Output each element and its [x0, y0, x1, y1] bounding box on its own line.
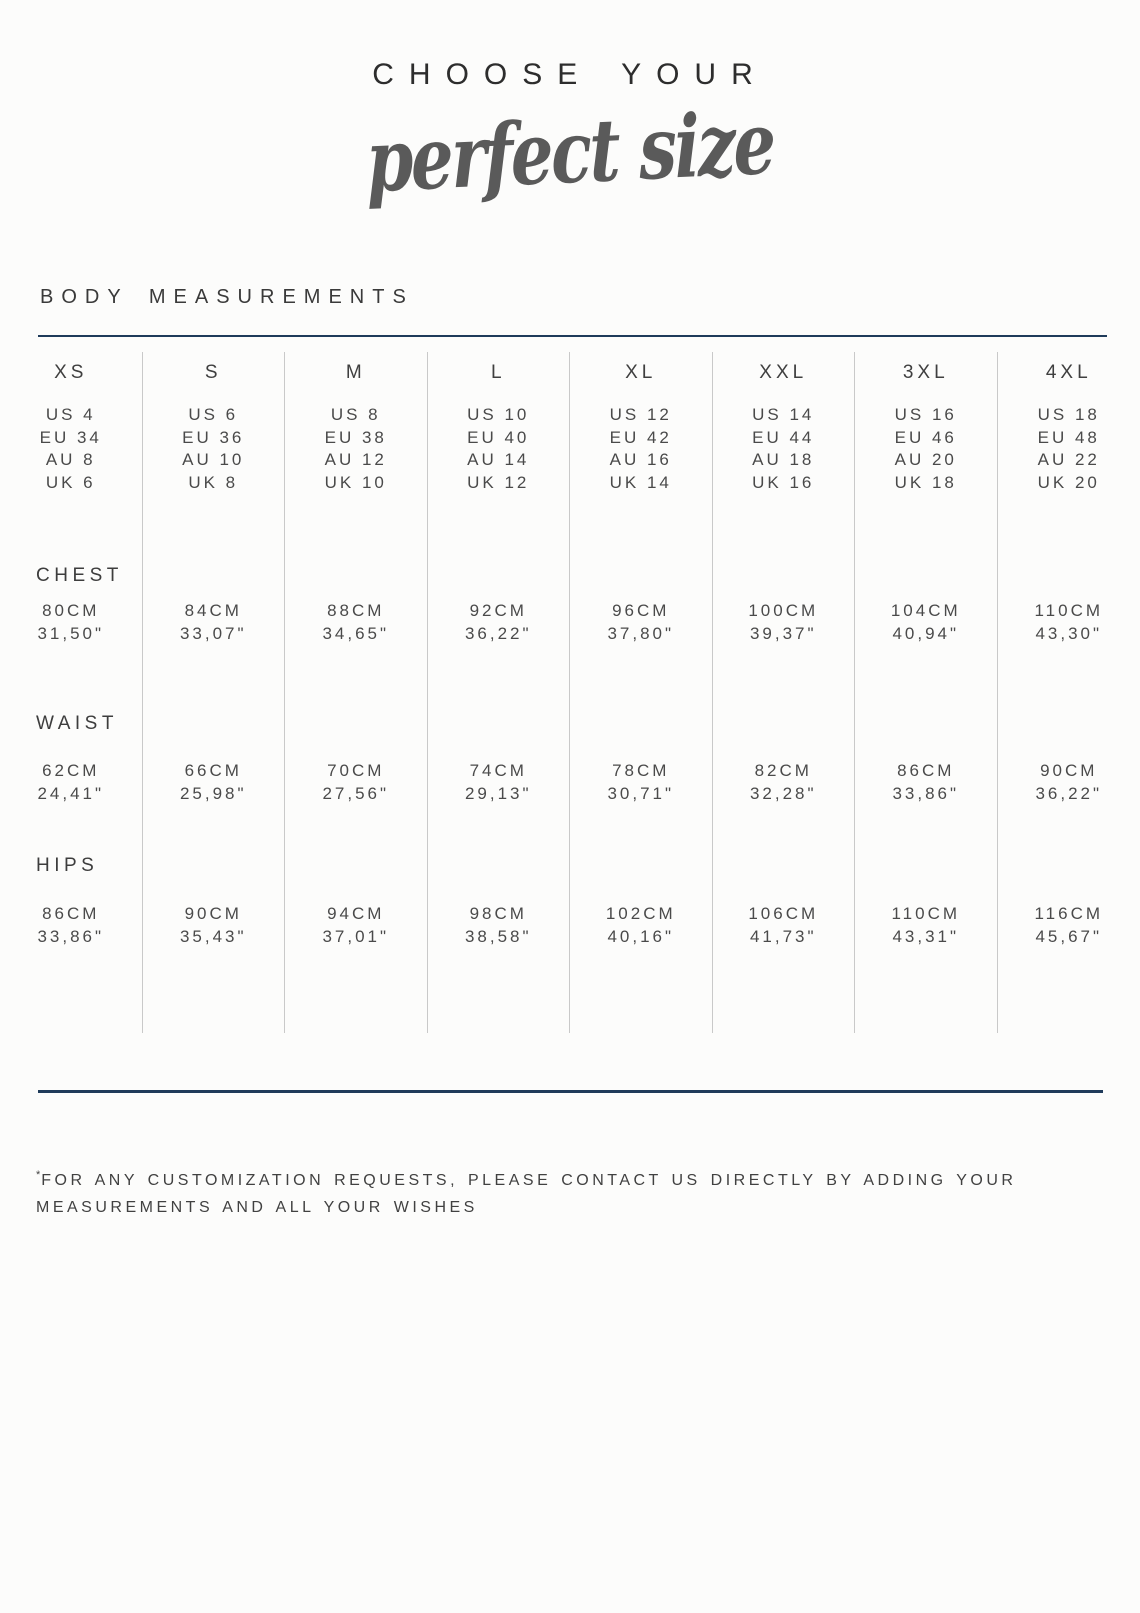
chest-measurement [855, 600, 997, 645]
hips-measurement [855, 903, 997, 948]
waist-inches: 25,98" [179, 783, 247, 803]
waist-inches: 36,22" [1035, 783, 1103, 803]
hips-inches: 40,16" [607, 926, 675, 946]
uk-size: UK 18 [894, 472, 957, 492]
international-sizes [855, 404, 997, 494]
hips-measurement [570, 903, 712, 948]
hips-cm: 102CM [605, 904, 676, 923]
hips-cm: 116CM [1034, 904, 1104, 923]
waist-cm: 82CM [754, 761, 812, 780]
hips-cm: 110CM [891, 904, 961, 923]
us-size: US 10 [467, 405, 530, 424]
size-column [998, 352, 1140, 1033]
size-column [570, 352, 713, 1033]
au-size: AU 10 [182, 450, 245, 469]
waist-measurement [570, 760, 712, 805]
au-size: AU 20 [894, 450, 957, 469]
hips-cm: 94CM [327, 904, 385, 923]
international-sizes [998, 404, 1140, 494]
waist-measurement [428, 760, 570, 805]
hips-inches: 41,73" [749, 926, 817, 946]
hips-inches: 43,31" [892, 926, 960, 946]
eu-size: EU 46 [894, 427, 957, 447]
chest-cm: 88CM [327, 601, 385, 620]
waist-cm: 66CM [184, 761, 242, 780]
eu-size: EU 34 [39, 427, 102, 447]
size-name: XL [625, 362, 657, 383]
footnote-line1: *FOR ANY CUSTOMIZATION REQUESTS, PLEASE CONTACT US DIRECTLY BY ADDING YOUR [36, 1169, 1017, 1189]
bottom-divider-line [38, 1090, 1103, 1093]
chest-inches: 33,07" [179, 623, 247, 643]
waist-inches: 29,13" [464, 783, 532, 803]
size-name: L [490, 362, 506, 383]
hips-cm: 90CM [184, 904, 242, 923]
chest-measurement [285, 600, 427, 645]
us-size: US 14 [752, 405, 815, 424]
eu-size: EU 36 [182, 427, 245, 447]
row-label-chest: CHEST [36, 565, 123, 586]
waist-cm: 78CM [612, 761, 670, 780]
waist-cm: 70CM [327, 761, 385, 780]
chest-measurement [713, 600, 855, 645]
chest-inches: 43,30" [1035, 623, 1103, 643]
hips-measurement [713, 903, 855, 948]
size-column [0, 352, 143, 1033]
chest-measurement [0, 600, 142, 645]
waist-inches: 32,28" [749, 783, 817, 803]
waist-cm: 74CM [469, 761, 527, 780]
waist-measurement [998, 760, 1140, 805]
top-divider-line [38, 335, 1107, 337]
page-title: CHOOSE YOUR [372, 58, 768, 91]
uk-size: UK 14 [609, 472, 672, 492]
chest-cm: 80CM [42, 601, 100, 620]
chest-inches: 39,37" [749, 623, 817, 643]
us-size: US 16 [894, 405, 957, 424]
waist-measurement [285, 760, 427, 805]
hips-cm: 86CM [42, 904, 100, 923]
uk-size: UK 12 [467, 472, 530, 492]
us-size: US 4 [45, 405, 96, 424]
au-size: AU 14 [467, 450, 530, 469]
footnote [36, 1162, 1016, 1221]
asterisk-marker: * [36, 1169, 42, 1181]
au-size: AU 8 [45, 450, 96, 469]
size-column [428, 352, 571, 1033]
hips-inches: 45,67" [1035, 926, 1103, 946]
size-column [143, 352, 286, 1033]
international-sizes [285, 404, 427, 494]
hips-measurement [285, 903, 427, 948]
waist-inches: 24,41" [37, 783, 105, 803]
eu-size: EU 44 [752, 427, 815, 447]
row-label-hips: HIPS [36, 855, 99, 876]
hips-measurement [428, 903, 570, 948]
waist-inches: 27,56" [322, 783, 390, 803]
waist-measurement [855, 760, 997, 805]
us-size: US 12 [609, 405, 672, 424]
waist-cm: 62CM [42, 761, 100, 780]
au-size: AU 16 [609, 450, 672, 469]
chest-cm: 104CM [890, 601, 961, 620]
hips-inches: 38,58" [464, 926, 532, 946]
au-size: AU 22 [1037, 450, 1100, 469]
section-heading: BODY MEASUREMENTS [40, 286, 414, 308]
hips-inches: 33,86" [37, 926, 105, 946]
us-size: US 6 [188, 405, 239, 424]
size-table [0, 352, 1140, 1033]
uk-size: UK 16 [752, 472, 815, 492]
waist-measurement [713, 760, 855, 805]
chest-inches: 36,22" [464, 623, 532, 643]
international-sizes [713, 404, 855, 494]
size-name: XXL [759, 362, 808, 383]
size-name: XS [54, 362, 88, 383]
us-size: US 8 [330, 405, 381, 424]
waist-inches: 33,86" [892, 783, 960, 803]
uk-size: UK 8 [188, 472, 239, 492]
size-columns [0, 352, 1140, 1033]
hips-inches: 37,01" [322, 926, 390, 946]
international-sizes [570, 404, 712, 494]
uk-size: UK 6 [45, 472, 96, 492]
chest-cm: 100CM [748, 601, 819, 620]
international-sizes [428, 404, 570, 494]
hips-measurement [143, 903, 285, 948]
size-column [855, 352, 998, 1033]
international-sizes [143, 404, 285, 494]
size-name: S [204, 362, 222, 383]
chest-cm: 84CM [184, 601, 242, 620]
waist-cm: 86CM [897, 761, 955, 780]
uk-size: UK 10 [324, 472, 387, 492]
chest-cm: 96CM [612, 601, 670, 620]
chest-cm: 110CM [1034, 601, 1104, 620]
size-column [713, 352, 856, 1033]
eu-size: EU 38 [324, 427, 387, 447]
au-size: AU 18 [752, 450, 815, 469]
chest-inches: 40,94" [892, 623, 960, 643]
eu-size: EU 42 [609, 427, 672, 447]
page-subtitle-script: perfect size [364, 92, 776, 213]
chest-measurement [428, 600, 570, 645]
size-name: 3XL [902, 362, 949, 383]
footnote-line2: MEASUREMENTS AND ALL YOUR WISHES [36, 1199, 478, 1216]
hips-measurement [0, 903, 142, 948]
chest-measurement [143, 600, 285, 645]
size-name: M [345, 362, 366, 383]
waist-measurement [143, 760, 285, 805]
eu-size: EU 48 [1037, 427, 1100, 447]
size-name: 4XL [1045, 362, 1092, 383]
au-size: AU 12 [324, 450, 387, 469]
hips-inches: 35,43" [179, 926, 247, 946]
waist-cm: 90CM [1040, 761, 1098, 780]
international-sizes [0, 404, 142, 494]
us-size: US 18 [1037, 405, 1100, 424]
uk-size: UK 20 [1037, 472, 1100, 492]
chest-measurement [570, 600, 712, 645]
row-label-waist: WAIST [36, 713, 118, 734]
waist-inches: 30,71" [607, 783, 675, 803]
size-column [285, 352, 428, 1033]
hips-cm: 106CM [748, 904, 819, 923]
chest-inches: 31,50" [37, 623, 105, 643]
eu-size: EU 40 [467, 427, 530, 447]
chest-inches: 37,80" [607, 623, 675, 643]
hips-cm: 98CM [469, 904, 527, 923]
chest-cm: 92CM [469, 601, 527, 620]
hips-measurement [998, 903, 1140, 948]
waist-measurement [0, 760, 142, 805]
chest-measurement [998, 600, 1140, 645]
chest-inches: 34,65" [322, 623, 390, 643]
